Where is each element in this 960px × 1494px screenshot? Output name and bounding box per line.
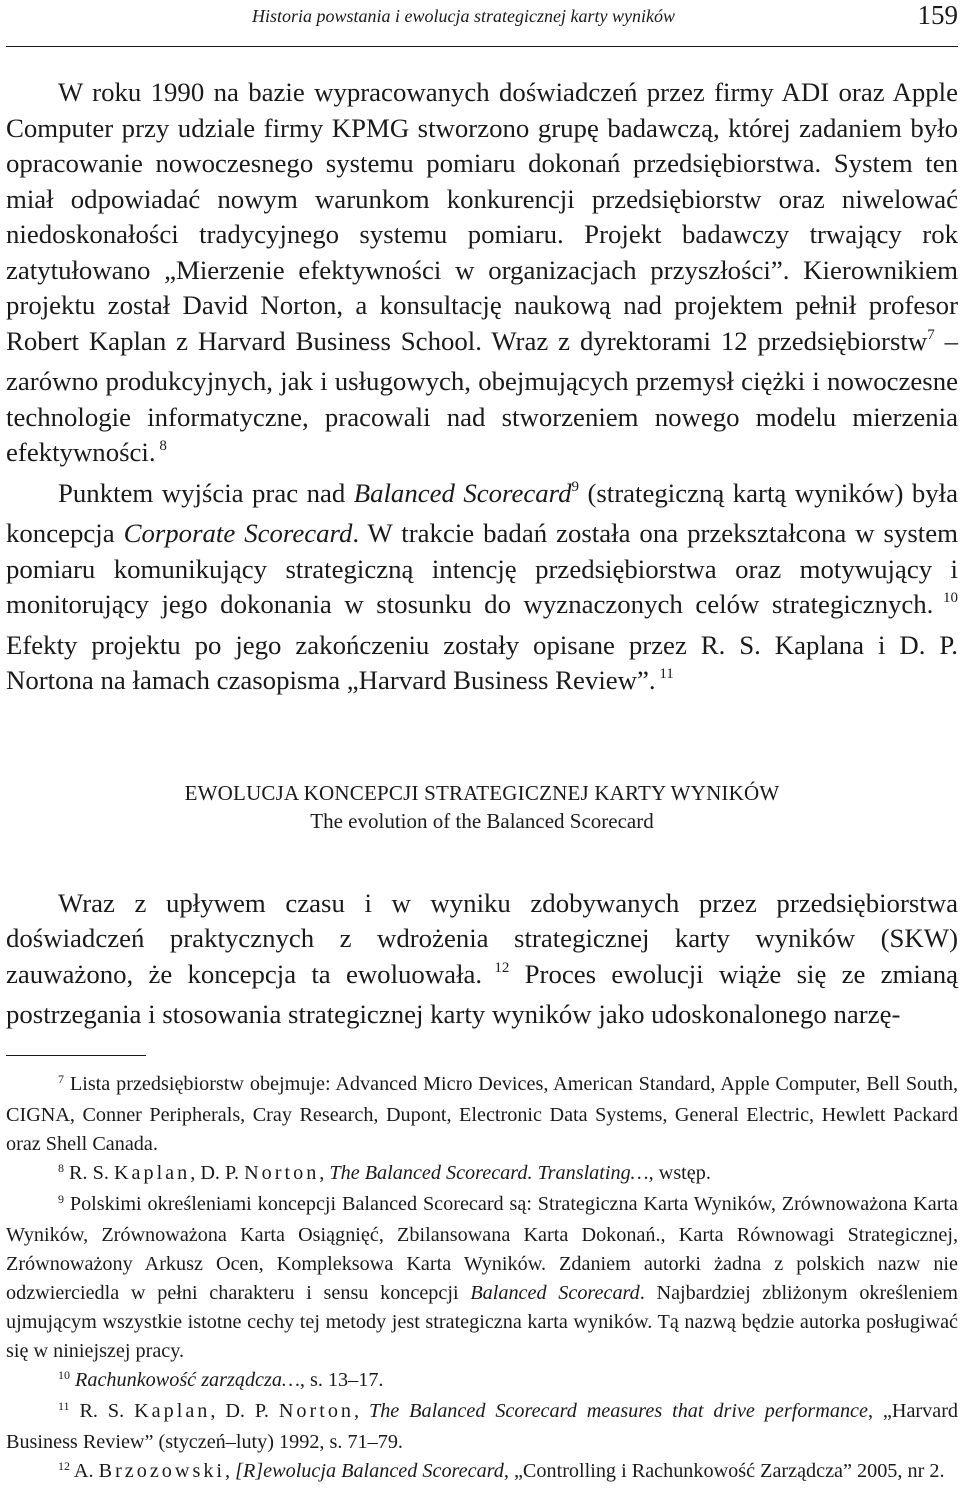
- running-title: Historia powstania i ewolucja strategicznej karty wyników: [252, 6, 675, 26]
- footnote-ref-12: 12: [482, 959, 510, 976]
- body-text-section-2: [6, 886, 958, 1033]
- paragraph-2: Punktem wyjścia prac nad Balanced Scorecard$^9$ (strategiczną kartą wyników) była koncepcja Corporate Scorecard. W trakcie badań została ona przekształcona w system pomiaru komunikujący strategiczną intencję przedsiębiorstwa oraz motywujący i monitorujący jego dokonania w stosunku do wyznaczonych celów strategicznych. $^{10}$ Efekty projektu po jego zakończeniu zostały opisane przez R. S. Kaplana i D. P. Nortona na łamach czasopisma „Harvard Business Review”. $^{11}$: [6, 477, 959, 695]
- footnote-ref-7: 7: [927, 326, 935, 343]
- footnote-11: $^{11}$ R. S. Kaplan, D. P. Norton, The Balanced Scorecard measures that drive performance, „Harvard Business Review” (styczeń–luty) 1992, s. 71–79.: [6, 1398, 959, 1453]
- footnote-ref-10: 10: [933, 590, 959, 606]
- page-number: 159: [917, 0, 958, 30]
- footnote-ref-9: 9: [571, 478, 579, 495]
- paragraph-3: Wraz z upływem czasu i w wyniku zdobywanych przez przedsiębiorstwa doświadczeń praktycznych z wdrożenia strategicznej karty wyników (SKW) zauważono, że koncepcja ta ewoluowała. $^{12}$ Proces ewolucji wiąże się ze zmianą postrzegania i stosowania strategicznej karty wyników jako udoskonalonego narzę-: [6, 887, 958, 1029]
- footnote-8: $^8$ R. S. Kaplan, D. P. Norton, The Balanced Scorecard. Translating…, wstęp.: [58, 1160, 711, 1184]
- footnote-7: $^7$ Lista przedsiębiorstw obejmuje: Advanced Micro Devices, American Standard, Apple Computer, Bell South, CIGNA, Conner Peripherals, Cray Research, Dupont, Electronic Data Systems, General Electric, Hewlett Packard oraz Shell Canada.: [6, 1071, 958, 1155]
- footnotes: [6, 1070, 958, 1488]
- footnote-10: $^{10}$ Rachunkowość zarządcza…, s. 13–17.: [58, 1367, 384, 1391]
- body-text-section-1: [6, 75, 958, 704]
- footnote-9: $^9$ Polskimi określeniami koncepcji Balanced Scorecard są: Strategiczna Karta Wyników, Zrównoważona Karta Wyników, Zrównoważona Karta Osiągnięć, Zbilansowana Karta Dokonań., Karta Równowagi Strategicznej, Zrównoważony Arkusz Ocen, Kompleksowa Karta Wyników. Zdaniem autorki żadna z polskich nazw nie odzwierciedla w pełni charakteru i sensu koncepcji Balanced Scorecard. Najbardziej zbliżonym określeniem ujmującym wszystkie istotne cechy tej metody jest strategiczna karta wyników. Tą nazwą będzie autorka posługiwać się w niniejszej pracy.: [6, 1191, 958, 1362]
- page: [6, 0, 958, 1488]
- footnote-12: $^{12}$ A. Brzozowski, [R]ewolucja Balanced Scorecard, „Controlling i Rachunkowość Zarządcza” 2005, nr 2.: [58, 1458, 945, 1482]
- section-heading: [6, 780, 958, 836]
- paragraph-1: W roku 1990 na bazie wypracowanych doświadczeń przez firmy ADI oraz Apple Computer przy udziale firmy KPMG stworzono grupę badawczą, której zadaniem było opracowanie nowoczesnego systemu pomiaru dokonań przedsiębiorstwa. System ten miał odpowiadać nowym warunkom konkurencji przedsiębiorstw oraz niwelować niedoskonałości tradycyjnego systemu pomiaru. Projekt badawczy trwający rok zatytułowano „Mierzenie efektywności w organizacjach przyszłości”. Kierownikiem projektu został David Norton, a konsultację naukową nad projektem pełnił profesor Robert Kaplan z Harvard Business School. Wraz z dyrektorami 12 przedsiębiorstw$^7$ – zarówno produkcyjnych, jak i usługowych, obejmujących przemysł ciężki i nowoczesne technologie informatyczne, pracowali nad stworzeniem nowego modelu mierzenia efektywności. $^8$: [6, 77, 958, 467]
- running-header: [6, 0, 958, 47]
- footnote-ref-11: 11: [655, 666, 674, 682]
- footnote-ref-8: 8: [155, 438, 167, 454]
- section-subtitle: The evolution of the Balanced Scorecard: [310, 808, 654, 833]
- footnote-separator: [6, 1055, 146, 1056]
- section-title: EWOLUCJA KONCEPCJI STRATEGICZNEJ KARTY WYNIKÓW: [184, 780, 780, 805]
